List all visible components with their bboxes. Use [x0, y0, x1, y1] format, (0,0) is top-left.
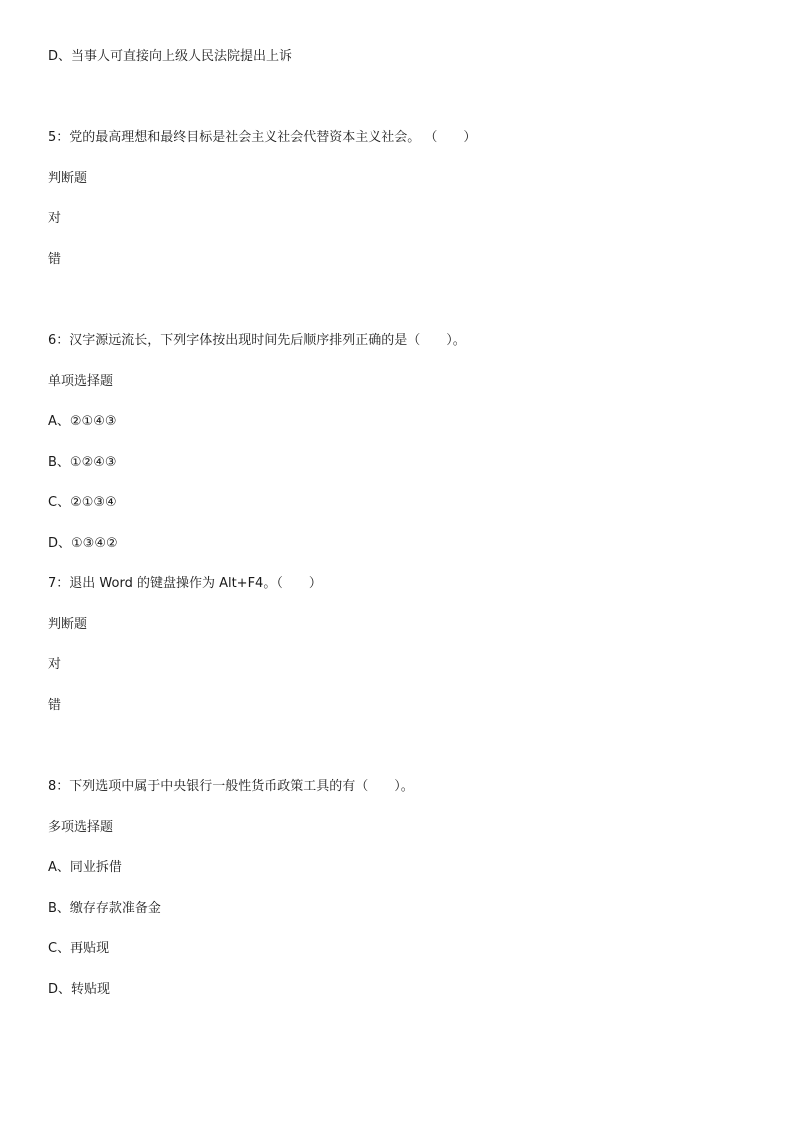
- q7-option-true: 对: [48, 657, 62, 672]
- q6-question: 6：汉字源远流长，下列字体按出现时间先后顺序排列正确的是（ ）。: [48, 333, 466, 348]
- q5-option-false: 错: [48, 252, 62, 267]
- q4-option-d: D、当事人可直接向上级人民法院提出上诉: [48, 49, 293, 64]
- q8-option-b: B、缴存存款准备金: [48, 901, 161, 916]
- q6-option-d: D、①③④②: [48, 536, 118, 551]
- q6-option-a: A、②①④③: [48, 414, 117, 429]
- q7-option-false: 错: [48, 698, 62, 713]
- q8-question: 8：下列选项中属于中央银行一般性货币政策工具的有（ ）。: [48, 779, 414, 794]
- q8-option-c: C、再贴现: [48, 941, 110, 956]
- q7-type: 判断题: [48, 617, 88, 632]
- q6-type: 单项选择题: [48, 374, 114, 389]
- q8-type: 多项选择题: [48, 820, 114, 835]
- q8-option-d: D、转贴现: [48, 982, 111, 997]
- q5-option-true: 对: [48, 211, 62, 226]
- q6-option-c: C、②①③④: [48, 495, 117, 510]
- q5-question: 5：党的最高理想和最终目标是社会主义社会代替资本主义社会。 （ ）: [48, 130, 477, 145]
- q7-question: 7：退出 Word 的键盘操作为 Alt+F4。（ ）: [48, 576, 322, 591]
- q8-option-a: A、同业拆借: [48, 860, 122, 875]
- q5-type: 判断题: [48, 171, 88, 186]
- q6-option-b: B、①②④③: [48, 455, 117, 470]
